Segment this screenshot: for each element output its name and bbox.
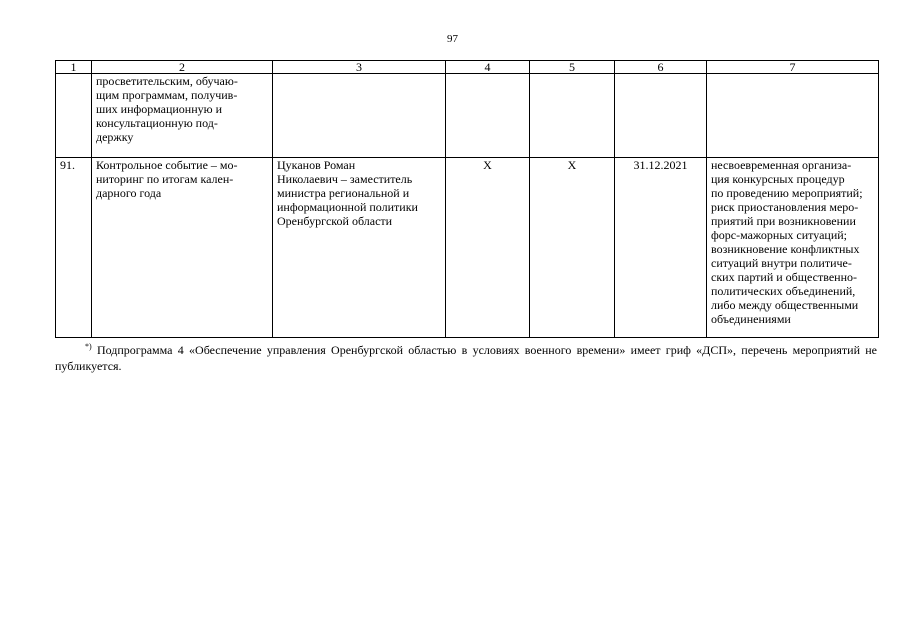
event-line: просветительским, обучаю- bbox=[96, 74, 238, 88]
column-number: 4 bbox=[446, 61, 530, 74]
risks-cell bbox=[707, 74, 879, 158]
risk-line: несвоевременная организа- bbox=[711, 158, 852, 172]
responsible-cell bbox=[273, 74, 446, 158]
event-cell bbox=[92, 158, 273, 338]
risk-line: политических объединений, bbox=[711, 284, 856, 298]
col5-cell: Х bbox=[530, 158, 615, 338]
date-cell: 31.12.2021 bbox=[615, 158, 707, 338]
risks-cell bbox=[707, 158, 879, 338]
risk-line: либо между общественными bbox=[711, 298, 859, 312]
events-table bbox=[55, 60, 879, 338]
footnote-text: Подпрограмма 4 «Обеспечение управления Оренбургской областью в условиях военного времени» имеет гриф «ДСП», перечень мероприятий не публикуется. bbox=[55, 343, 878, 373]
event-cell bbox=[92, 74, 273, 158]
responsible-cell bbox=[273, 158, 446, 338]
event-line: ших информационную и bbox=[96, 102, 223, 116]
risk-line: риск приостановления меро- bbox=[711, 200, 859, 214]
event-line: щим программам, получив- bbox=[96, 88, 238, 102]
col4-cell bbox=[446, 74, 530, 158]
column-number: 2 bbox=[92, 61, 273, 74]
column-number: 1 bbox=[56, 61, 92, 74]
responsible-line: Цуканов Роман bbox=[277, 158, 356, 172]
date-cell bbox=[615, 74, 707, 158]
responsible-line: Николаевич – заместитель bbox=[277, 172, 413, 186]
footnote bbox=[55, 342, 877, 374]
responsible-line: министра региональной и bbox=[277, 186, 410, 200]
risk-line: ситуаций внутри политиче- bbox=[711, 256, 852, 270]
risk-line: приятий при возникновении bbox=[711, 214, 856, 228]
column-number: 5 bbox=[530, 61, 615, 74]
risk-line: ских партий и общественно- bbox=[711, 270, 857, 284]
row-number: 91. bbox=[56, 158, 92, 338]
table-row bbox=[56, 158, 879, 338]
event-line: дарного года bbox=[96, 186, 162, 200]
column-number-row bbox=[56, 61, 879, 74]
risk-line: ция конкурсных процедур bbox=[711, 172, 845, 186]
event-line: держку bbox=[96, 130, 134, 144]
event-line: ниторинг по итогам кален- bbox=[96, 172, 234, 186]
responsible-line: Оренбургской области bbox=[277, 214, 393, 228]
event-line: Контрольное событие – мо- bbox=[96, 158, 238, 172]
column-number: 6 bbox=[615, 61, 707, 74]
table-row bbox=[56, 74, 879, 158]
responsible-line: информационной политики bbox=[277, 200, 418, 214]
footnote-marker: *) bbox=[85, 342, 92, 351]
event-line: консультационную под- bbox=[96, 116, 218, 130]
column-number: 3 bbox=[273, 61, 446, 74]
risk-line: форс-мажорных ситуаций; bbox=[711, 228, 848, 242]
row-number bbox=[56, 74, 92, 158]
risk-line: возникновение конфликтных bbox=[711, 242, 860, 256]
risk-line: объединениями bbox=[711, 312, 791, 326]
column-number: 7 bbox=[707, 61, 879, 74]
col5-cell bbox=[530, 74, 615, 158]
risk-line: по проведению мероприятий; bbox=[711, 186, 863, 200]
col4-cell: Х bbox=[446, 158, 530, 338]
page-number: 97 bbox=[447, 33, 458, 45]
